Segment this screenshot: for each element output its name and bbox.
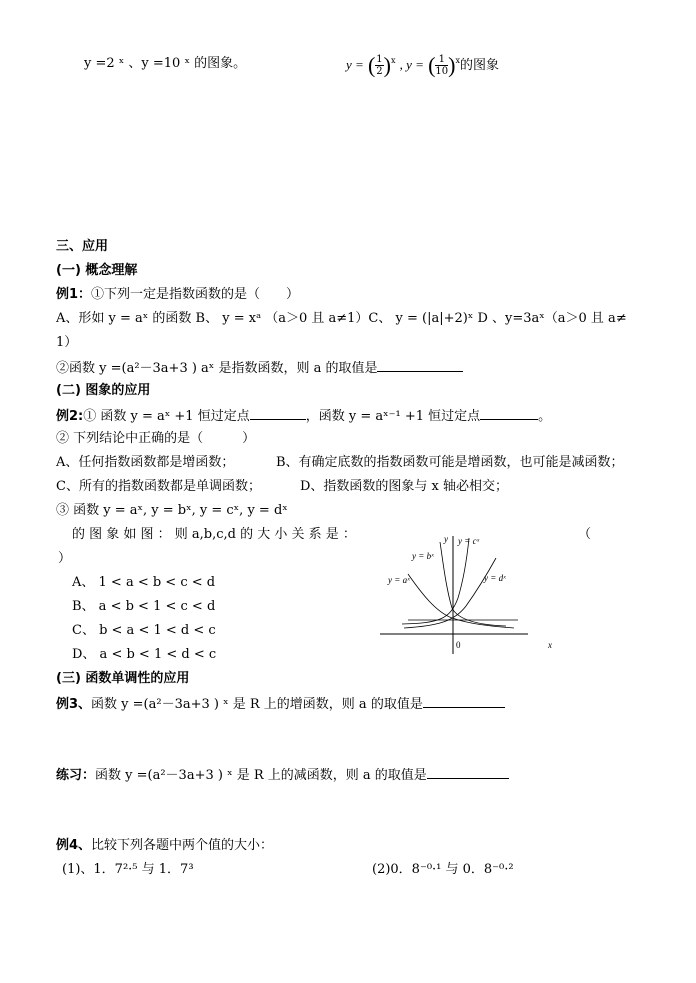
ex4-item2: (2)0．8⁻⁰·¹ 与 0．8⁻⁰·² [372, 862, 514, 877]
answer-blank[interactable] [250, 407, 306, 420]
choice-a: A、 1 < a < b < c < d [72, 575, 216, 590]
ex1-label: 例1： [56, 287, 92, 302]
ex2-question2: ② 下列结论中正确的是（ ） [56, 431, 256, 446]
practice-question [56, 766, 509, 784]
ex1-options-line2: 1） [56, 335, 78, 350]
ex2-question3b: 的 图 象 如 图 ： 则 a,b,c,d 的 大 小 关 系 是 ： [72, 527, 356, 542]
answer-blank[interactable] [377, 359, 463, 372]
right-caption-tail: 的图象 [459, 58, 499, 73]
right-y2: , y = [399, 57, 424, 72]
ex2-label: 例2: [56, 409, 84, 424]
ex2-option-c: C、所有的指数函数都是单调函数； [56, 479, 261, 494]
ex2-option-b: B、有确定底数的指数函数可能是增函数，也可能是减函数； [276, 455, 624, 470]
ex2-option-d: D、指数函数的图象与 x 轴必相交； [300, 479, 509, 494]
ex1-options-line1: A、形如 y = aˣ 的函数 B、 y = xᵃ （a＞0 且 a≠1）C、 y = (|a|+2)ˣ D 、y=3aˣ（a＞0 且 a≠ [56, 311, 627, 326]
graph-label-origin: 0 [456, 640, 461, 650]
ex4-label: 例4、 [56, 838, 92, 853]
part3-heading: (三) 函数单调性的应用 [56, 671, 190, 686]
left-graphs-caption: y =2 ˣ 、y =10 ˣ 的图象。 [84, 56, 247, 71]
graph-label-c: y = cˣ [458, 536, 480, 546]
practice-label: 练习： [56, 768, 96, 783]
graph-label-b: y = bˣ [412, 551, 434, 561]
curve-b [440, 542, 506, 626]
part1-heading: (一) 概念理解 [56, 263, 138, 278]
ex1-question2 [56, 359, 463, 377]
answer-blank[interactable] [423, 695, 505, 708]
paren-open: （ [578, 527, 592, 542]
answer-blank[interactable] [427, 766, 509, 779]
right-y1: y = [346, 57, 364, 72]
ex4-text: 比较下列各题中两个值的大小： [91, 838, 274, 853]
ex3-label: 例3、 [56, 697, 92, 712]
part2-heading: (二) 图象的应用 [56, 383, 151, 398]
answer-blank[interactable] [480, 407, 538, 420]
graph-label-a: y = aˣ [388, 575, 410, 585]
ex2-option-a: A、任何指数函数都是增函数； [56, 455, 235, 470]
fraction-half: $\frac{1}{2}$ [376, 54, 383, 77]
fraction-tenth: $\frac{1}{10}$ [435, 54, 449, 77]
ex3-text: 函数 y =(a²－3a+3 ) ˣ 是 R 上的增函数，则 a 的取值是 [91, 697, 423, 712]
ex4-question [56, 838, 273, 854]
ex1-q2-text: ②函数 y =(a²－3a+3 ) aˣ 是指数函数，则 a 的取值是 [56, 361, 378, 376]
exponential-graph [378, 528, 568, 656]
ex2-q1b: ，函数 y = aˣ⁻¹ +1 恒过定点 [305, 409, 481, 424]
paren-close: ） [58, 551, 72, 566]
choice-c: C、 b < a < 1 < d < c [72, 623, 216, 638]
graph-label-x: x [548, 640, 552, 650]
practice-text: 函数 y =(a²－3a+3 ) ˣ 是 R 上的减函数，则 a 的取值是 [95, 768, 427, 783]
ex1-text: ①下列一定是指数函数的是（ ） [91, 287, 300, 302]
right-graphs-caption: y = ( $\frac{1}{2}$ )$^x$ , y = ( $\frac{1}{10}$ )$^x$的图象 [346, 52, 499, 78]
graph-label-y: y [444, 534, 448, 544]
ex3-question [56, 695, 505, 713]
ex2-q1c: 。 [538, 409, 552, 424]
choice-d: D、 a < b < 1 < d < c [72, 647, 217, 662]
choice-b: B、 a < b < 1 < c < d [72, 599, 216, 614]
graph-label-d: y = dˣ [484, 573, 506, 583]
ex4-item1: (1)、1．7²·⁵ 与 1．7³ [62, 862, 194, 877]
ex2-question3: ③ 函数 y = aˣ, y = bˣ, y = cˣ, y = dˣ [56, 503, 288, 518]
ex1-question [56, 287, 299, 303]
ex2-q1a: ① 函数 y = aˣ +1 恒过定点 [83, 409, 250, 424]
ex2-question1 [56, 407, 551, 425]
section-title: 三、应用 [56, 239, 109, 254]
